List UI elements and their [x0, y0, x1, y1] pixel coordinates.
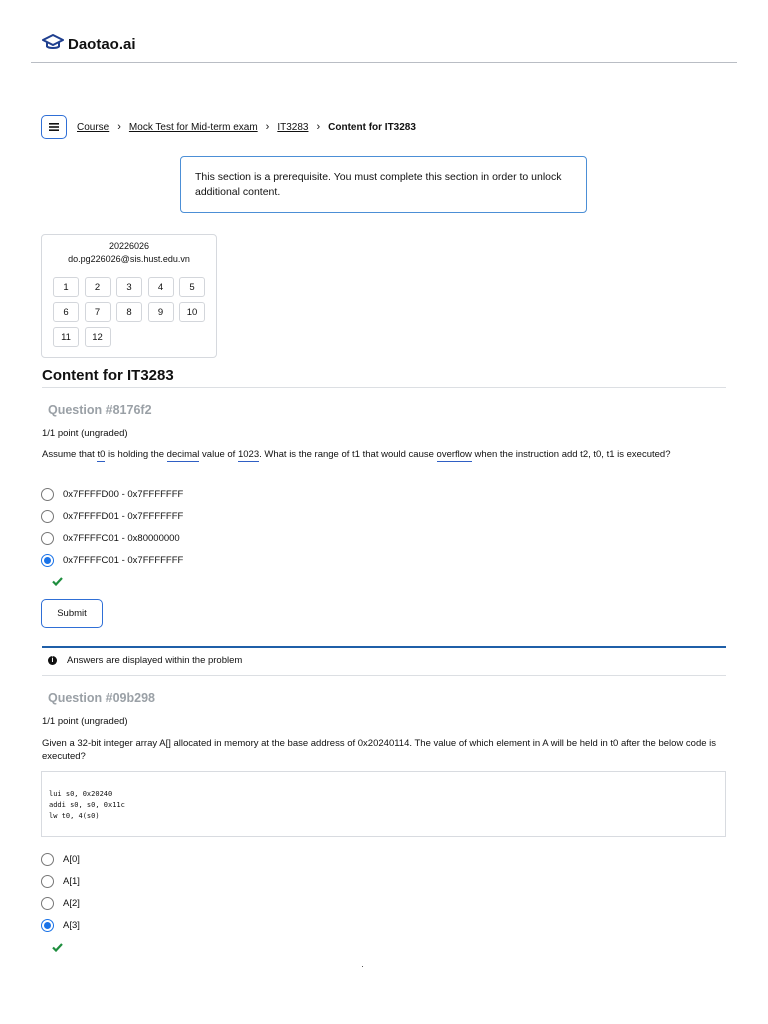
student-email: do.pg226026@sis.hust.edu.vn — [68, 254, 190, 264]
question-points: 1/1 point (ungraded) — [42, 428, 128, 439]
graduation-cap-icon — [42, 33, 64, 56]
hamburger-icon — [49, 118, 59, 136]
option-label: 0x7FFFFC01 - 0x7FFFFFFF — [63, 555, 184, 566]
prerequisite-notice: This section is a prerequisite. You must complete this section in order to unlock additional content. — [180, 156, 587, 213]
question-nav-button[interactable]: 12 — [85, 327, 111, 347]
question-nav-button[interactable]: 9 — [148, 302, 174, 322]
option-label: 0x7FFFFC01 - 0x80000000 — [63, 533, 180, 544]
question-navigator — [41, 234, 217, 358]
breadcrumb-course[interactable]: Course — [77, 121, 110, 133]
radio-button[interactable] — [41, 875, 54, 888]
code-block: lui s0, 0x20240 addi s0, s0, 0x11c lw t0, 4(s0) — [41, 771, 726, 837]
question-nav-button[interactable]: 4 — [148, 277, 174, 297]
question-title: Question #09b298 — [48, 691, 155, 705]
breadcrumb-current: Content for IT3283 — [328, 121, 416, 133]
chevron-right-icon: › — [117, 121, 121, 133]
option-label: 0x7FFFFD00 - 0x7FFFFFFF — [63, 489, 184, 500]
submit-button[interactable]: Submit — [41, 599, 103, 628]
section-title: Content for IT3283 — [42, 367, 174, 384]
answer-option[interactable] — [41, 510, 183, 523]
glossary-term-t0[interactable]: t0 — [97, 449, 106, 460]
radio-button[interactable] — [41, 897, 54, 910]
radio-button-checked[interactable] — [41, 919, 54, 932]
breadcrumb — [77, 121, 416, 133]
answer-option-selected[interactable] — [41, 554, 183, 567]
prompt-text: . What is the range of t1 that would cause — [259, 449, 437, 460]
radio-button[interactable] — [41, 853, 54, 866]
glossary-term-1023[interactable]: 1023 — [237, 449, 260, 460]
option-label: 0x7FFFFD01 - 0x7FFFFFFF — [63, 511, 184, 522]
header-divider — [31, 62, 737, 63]
student-id: 20226026 — [108, 241, 150, 251]
question-divider — [42, 675, 726, 676]
question-title: Question #8176f2 — [48, 403, 152, 417]
question-nav-button[interactable]: 10 — [179, 302, 205, 322]
answer-option[interactable] — [41, 532, 180, 545]
answers-notification — [48, 655, 242, 666]
radio-button-checked[interactable] — [41, 554, 54, 567]
info-icon: i — [48, 656, 57, 665]
prompt-text: Assume that — [42, 449, 98, 460]
radio-button[interactable] — [41, 532, 54, 545]
logo[interactable] — [42, 33, 136, 56]
breadcrumb-it3283[interactable]: IT3283 — [277, 121, 309, 133]
answer-option-selected[interactable] — [41, 919, 80, 932]
question-points: 1/1 point (ungraded) — [42, 716, 128, 727]
answer-option[interactable] — [41, 875, 80, 888]
correct-check-icon — [52, 573, 63, 591]
question-nav-button[interactable]: 8 — [116, 302, 142, 322]
answer-option[interactable] — [41, 853, 80, 866]
question-nav-button[interactable]: 2 — [85, 277, 111, 297]
question-prompt — [42, 448, 726, 461]
answer-option[interactable] — [41, 488, 183, 501]
question-prompt: Given a 32-bit integer array A[] allocated in memory at the base address of 0x20240114. The value of which element in A will be held in t0 after the below code is executed? — [42, 738, 717, 762]
question-nav-button[interactable]: 11 — [53, 327, 79, 347]
option-label: A[3] — [63, 920, 80, 931]
question-nav-button[interactable]: 6 — [53, 302, 79, 322]
section-divider — [42, 387, 726, 388]
option-label: A[0] — [63, 854, 80, 865]
breadcrumb-mock-test[interactable]: Mock Test for Mid-term exam — [128, 121, 258, 133]
stray-dot — [362, 966, 363, 967]
option-label: A[2] — [63, 898, 80, 909]
prompt-text: is holding the — [105, 449, 167, 460]
question-nav-button[interactable]: 7 — [85, 302, 111, 322]
correct-check-icon — [52, 939, 63, 957]
radio-button[interactable] — [41, 488, 54, 501]
chevron-right-icon: › — [316, 121, 321, 133]
course-menu-button[interactable] — [41, 115, 67, 139]
answers-notification-bar — [42, 646, 726, 648]
glossary-term-decimal[interactable]: decimal — [166, 449, 200, 460]
glossary-term-overflow[interactable]: overflow — [436, 449, 472, 460]
option-label: A[1] — [63, 876, 80, 887]
logo-text: Daotao.ai — [68, 36, 136, 53]
answers-notification-text: Answers are displayed within the problem — [67, 655, 243, 666]
prompt-text: value of — [199, 449, 238, 460]
question-nav-button[interactable]: 1 — [53, 277, 79, 297]
answer-option[interactable] — [41, 897, 80, 910]
question-nav-button[interactable]: 5 — [179, 277, 205, 297]
question-grid — [53, 277, 205, 347]
chevron-right-icon: › — [265, 121, 270, 133]
radio-button[interactable] — [41, 510, 54, 523]
question-nav-button[interactable]: 3 — [116, 277, 142, 297]
prompt-text: when the instruction add t2, t0, t1 is executed? — [471, 449, 671, 460]
